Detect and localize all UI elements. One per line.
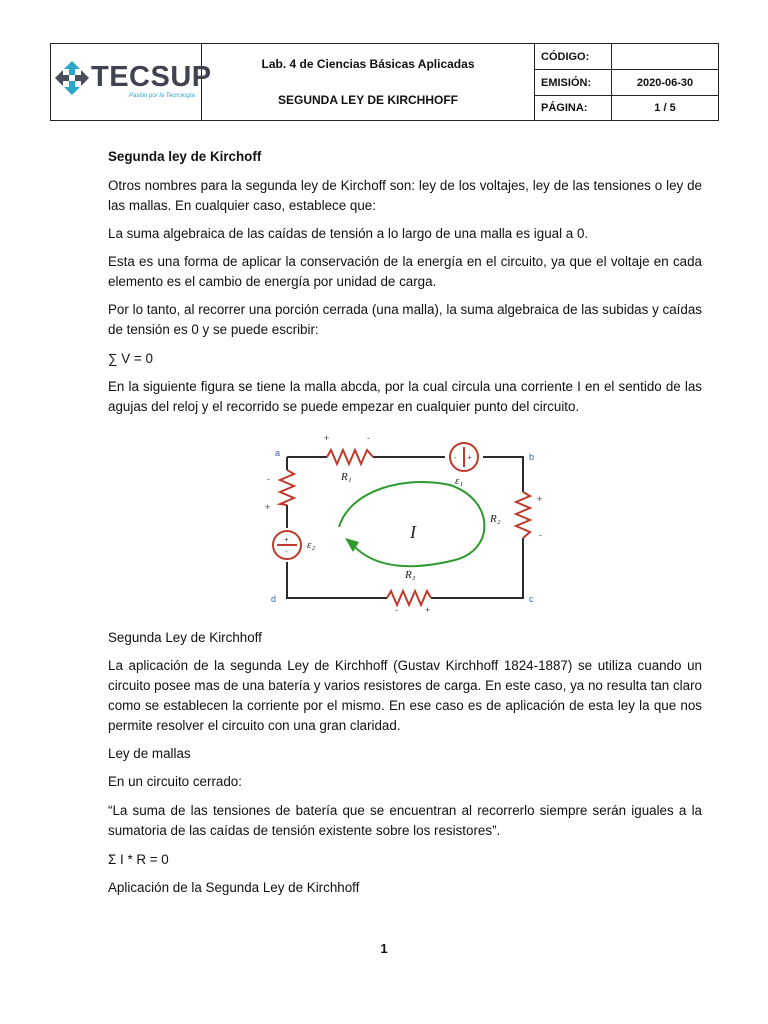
heading-ley-de-mallas: Ley de mallas [108,746,191,761]
paragraph-circuito-cerrado: En un circuito cerrado: [108,774,242,789]
r3-minus: - [395,605,398,615]
node-b-label: b [529,452,535,462]
r3-plus: + [425,605,431,615]
paragraph-aplicacion: La aplicación de la segunda Ley de Kirchhoff (Gustav Kirchhoff 1824-1887) se utiliza cuando un circuito posee mas de una batería y varios resistores de carga. En este caso, ya no resulta tan claro como se establecen la corriente por el mismo. En ese caso es de aplicación de esta ley la que nos permite resolver el circuito con una gran claridad. [108,658,702,733]
r1-label: R₁ [341,471,352,483]
codigo-value [612,44,719,70]
paragraph-suma-algebraica: La suma algebraica de las caídas de tensión a lo largo de una malla es igual a 0. [108,226,589,241]
header-title-line1: Lab. 4 de Ciencias Básicas Aplicadas [261,57,475,71]
paragraph-conservacion: Esta es una forma de aplicar la conservación de la energía en el circuito, ya que el voltaje en cada elemento es el cambio de energía por unidad de carga. [108,254,702,289]
logo-cell [51,44,212,121]
heading-aplicacion: Aplicación de la Segunda Ley de Kirchhoff [108,880,360,895]
tecsup-logo [51,45,212,120]
resistor-r1 [327,450,373,464]
e1-plus: + [467,453,472,462]
formula-sum-ir: Σ I * R = 0 [108,852,169,867]
formula-sum-v: ∑ V = 0 [108,351,153,366]
header-title-line2: SEGUNDA LEY DE KIRCHHOFF [277,93,458,107]
node-a-label: a [275,448,281,458]
pagina-value: 1 / 5 [612,96,719,121]
emision-label: EMISIÓN: [535,70,612,96]
node-c-label: c [529,594,534,604]
document-header [50,43,719,121]
logo-text: TECSUP [91,60,212,93]
r1-minus: - [367,433,370,443]
paragraph-malla-abcda: En la siguiente figura se tiene la malla abcda, por la cual circula una corriente I en el sentido de las agujas del reloj y el recorrido se puede empezar en cualquier punto del circuito. [108,379,702,414]
current-label: I [410,522,416,542]
e1-label: ε₁ [455,475,464,487]
paragraph-otros-nombres: Otros nombres para la segunda ley de Kirchoff son: ley de los voltajes, ley de las tensiones o ley de las mallas. En cualquier caso, establece que: [108,178,702,213]
r2-plus: + [537,494,543,504]
r2-label: R₂ [490,513,501,525]
codigo-label: CÓDIGO: [535,44,612,70]
resistor-r3 [387,591,431,605]
e2-label: ε₂ [307,539,316,551]
heading-segunda-ley: Segunda ley de Kirchoff [108,149,262,164]
circuit-diagram [255,430,550,615]
paragraph-por-lo-tanto: Por lo tanto, al recorrer una porción cerrada (una malla), la suma algebraica de las subidas y caídas de tensión es 0 y se puede escribir: [108,302,702,337]
pagina-label: PÁGINA: [535,96,612,121]
emision-value: 2020-06-30 [612,70,719,96]
logo-tagline: Pasión por la Tecnología [129,92,195,99]
e1-minus: - [454,453,457,462]
r1-plus: + [324,433,330,443]
e2-plus: + [284,535,289,544]
r3-label: R₃ [405,569,416,581]
left-r-plus: + [265,502,271,512]
header-title-cell [202,44,535,121]
paragraph-quote: “La suma de las tensiones de batería que se encuentran al recorrerlo siempre serán iguales a la sumatoria de las caídas de tensión existente sobre los resistores”. [108,803,702,838]
resistor-r2 [516,492,530,538]
tecsup-logo-icon [53,59,91,97]
r2-minus: - [539,530,542,540]
heading-segunda-ley-kirchhoff: Segunda Ley de Kirchhoff [108,630,262,645]
node-d-label: d [271,594,277,604]
e2-minus: - [285,547,288,556]
resistor-left [280,470,294,505]
page-number: 1 [380,941,388,956]
left-r-minus: - [267,474,270,484]
